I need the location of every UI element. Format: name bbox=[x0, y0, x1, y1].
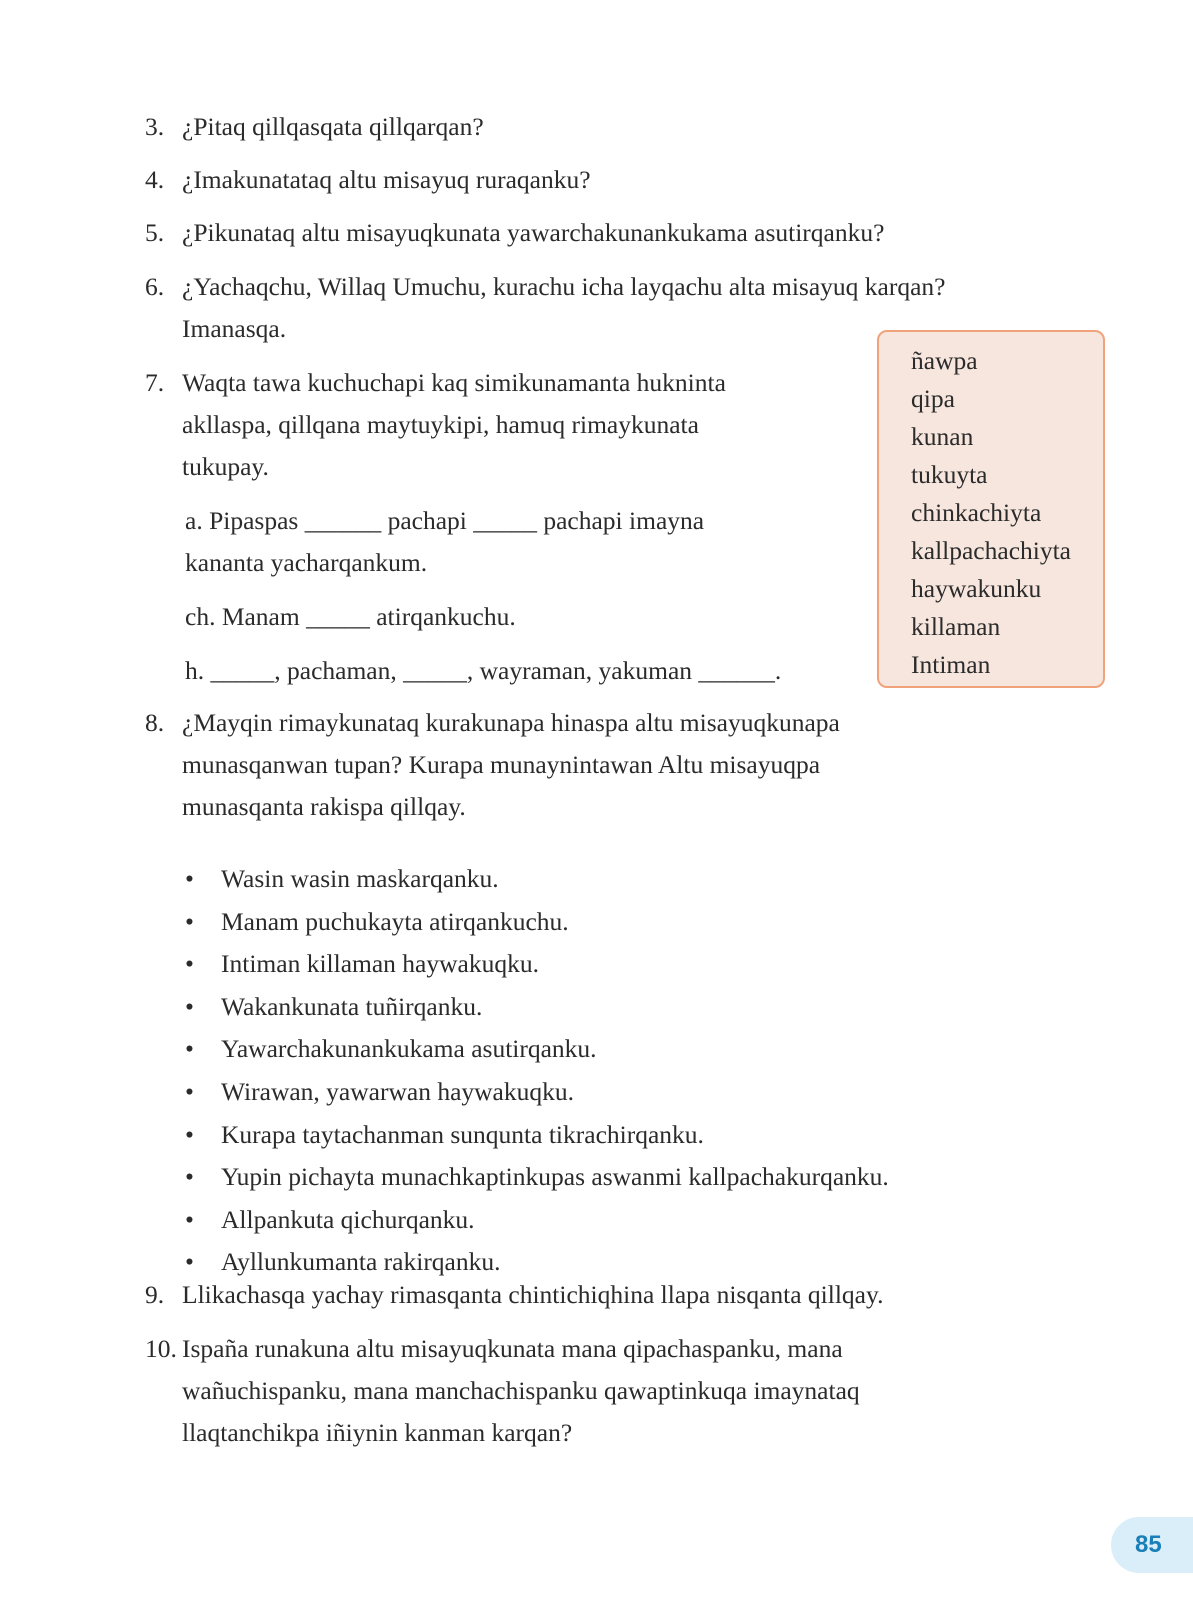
word-bank-item: chinkachiyta bbox=[911, 498, 1042, 527]
question-5 bbox=[145, 212, 1025, 254]
question-number: 8. bbox=[145, 708, 165, 737]
question-text-line: tukupay. bbox=[182, 452, 269, 481]
bullet-icon: • bbox=[185, 1247, 194, 1277]
question-text-line: munasqanwan tupan? Kurapa munaynintawan Altu misayuqpa bbox=[182, 750, 821, 779]
list-item bbox=[185, 1114, 889, 1157]
list-item bbox=[185, 986, 889, 1029]
list-item bbox=[185, 943, 889, 986]
list-item bbox=[185, 1156, 889, 1199]
bullet-icon: • bbox=[185, 991, 194, 1021]
bullet-icon: • bbox=[185, 1204, 194, 1234]
question-9 bbox=[145, 1274, 1025, 1316]
question-number: 5. bbox=[145, 218, 165, 247]
list-item bbox=[185, 1199, 889, 1242]
list-item-text: Wakankunata tuñirqanku. bbox=[221, 991, 483, 1021]
word-bank-item: kunan bbox=[911, 422, 974, 451]
bullet-icon: • bbox=[185, 906, 194, 936]
question-text-line: llaqtanchikpa iñiynin kanman karqan? bbox=[182, 1418, 573, 1447]
question-text-line: Waqta tawa kuchuchapi kaq simikunamanta hukninta bbox=[182, 368, 726, 397]
list-item-text: Intiman killaman haywakuqku. bbox=[221, 949, 539, 979]
question-number: 3. bbox=[145, 112, 165, 141]
question-text: Llikachasqa yachay rimasqanta chintichiqhina llapa nisqanta qillqay. bbox=[182, 1280, 884, 1309]
q7-item-ch: ch. Manam _____ atirqankuchu. bbox=[185, 602, 516, 631]
question-3 bbox=[145, 106, 1025, 148]
q8-bullet-list bbox=[185, 858, 889, 1284]
question-10 bbox=[145, 1328, 1025, 1454]
word-bank-item: killaman bbox=[911, 612, 1001, 641]
bullet-icon: • bbox=[185, 1119, 194, 1149]
list-item-text: Wirawan, yawarwan haywakuqku. bbox=[221, 1076, 575, 1106]
word-bank-box bbox=[877, 330, 1105, 688]
question-text-line: ¿Yachaqchu, Willaq Umuchu, kurachu icha layqachu alta misayuq karqan? bbox=[182, 272, 946, 301]
question-text: ¿Pitaq qillqasqata qillqarqan? bbox=[182, 112, 484, 141]
list-item-text: Manam puchukayta atirqankuchu. bbox=[221, 906, 569, 936]
question-8 bbox=[145, 702, 1025, 828]
word-bank-item: kallpachachiyta bbox=[911, 536, 1071, 565]
list-item bbox=[185, 1028, 889, 1071]
list-item-text: Allpankuta qichurqanku. bbox=[221, 1204, 475, 1234]
question-7 bbox=[145, 362, 845, 488]
question-text-line: ¿Mayqin rimaykunataq kurakunapa hinaspa altu misayuqkunapa bbox=[182, 708, 840, 737]
question-number: 9. bbox=[145, 1280, 165, 1309]
q7-item-h: h. _____, pachaman, _____, wayraman, yakuman ______. bbox=[185, 656, 782, 685]
q7-item-a bbox=[185, 500, 865, 584]
question-number: 7. bbox=[145, 368, 165, 397]
word-bank-item: haywakunku bbox=[911, 574, 1042, 603]
question-text-line: akllaspa, qillqana maytuykipi, hamuq rimaykunata bbox=[182, 410, 699, 439]
bullet-icon: • bbox=[185, 1162, 194, 1192]
list-item-text: Kurapa taytachanman sunqunta tikrachirqanku. bbox=[221, 1119, 704, 1149]
question-text-line: Ispaña runakuna altu misayuqkunata mana qipachaspanku, mana bbox=[182, 1334, 843, 1363]
list-item bbox=[185, 858, 889, 901]
page-number-badge: 85 bbox=[1111, 1517, 1193, 1573]
word-bank-item: ñawpa bbox=[911, 346, 978, 375]
list-item-text: Yawarchakunankukama asutirqanku. bbox=[221, 1034, 597, 1064]
question-text-line: wañuchispanku, mana manchachispanku qawaptinkuqa imaynataq bbox=[182, 1376, 860, 1405]
list-item-text: Wasin wasin maskarqanku. bbox=[221, 864, 499, 893]
word-bank-item: Intiman bbox=[911, 650, 991, 679]
list-item bbox=[185, 901, 889, 944]
question-number: 10. bbox=[145, 1334, 177, 1363]
question-text: ¿Imakunatataq altu misayuq ruraqanku? bbox=[182, 165, 591, 194]
bullet-icon: • bbox=[185, 1076, 194, 1106]
list-item-text: Ayllunkumanta rakirqanku. bbox=[221, 1247, 501, 1277]
question-number: 4. bbox=[145, 165, 165, 194]
list-item-text: Yupin pichayta munachkaptinkupas aswanmi kallpachakurqanku. bbox=[221, 1162, 889, 1192]
question-number: 6. bbox=[145, 272, 165, 301]
question-text-line: munasqanta rakispa qillqay. bbox=[182, 792, 466, 821]
list-item bbox=[185, 1071, 889, 1114]
question-text: ¿Pikunataq altu misayuqkunata yawarchakunankukama asutirqanku? bbox=[182, 218, 885, 247]
bullet-icon: • bbox=[185, 864, 194, 893]
question-text-line: Imanasqa. bbox=[182, 314, 287, 343]
word-bank-item: qipa bbox=[911, 384, 955, 413]
bullet-icon: • bbox=[185, 949, 194, 979]
question-4 bbox=[145, 159, 1025, 201]
q7-item-a-line1: a. Pipaspas ______ pachapi _____ pachapi imayna bbox=[185, 506, 705, 535]
q7-item-a-line2: kananta yacharqankum. bbox=[185, 548, 428, 577]
word-bank-item: tukuyta bbox=[911, 460, 988, 489]
bullet-icon: • bbox=[185, 1034, 194, 1064]
